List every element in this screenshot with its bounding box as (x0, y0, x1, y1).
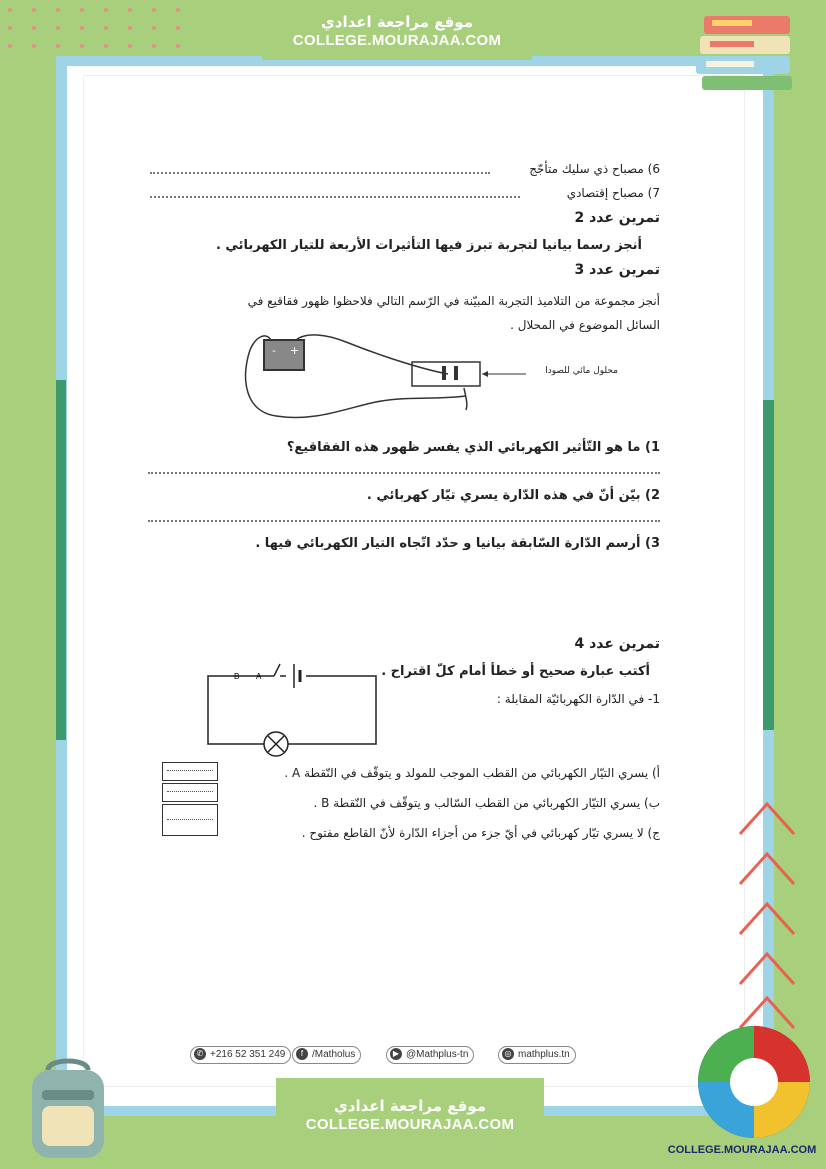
answer-line-6[interactable] (150, 172, 490, 174)
proposal-a: أ) يسري التيّار الكهربائي من القطب الموجب للمولد و يتوقّف في النّقطة A . (284, 766, 660, 780)
exercise-4-sub: 1- في الدّارة الكهربائيّة المقابلة : (496, 692, 660, 706)
globe-icon: ◎ (502, 1048, 514, 1060)
svg-text:+: + (290, 344, 300, 357)
exercise-3-line2: السائل الموضوع في المحلال . (510, 318, 660, 332)
answer-line-q1[interactable] (148, 472, 660, 474)
decor-dots (6, 6, 206, 58)
svg-text:-: - (272, 344, 276, 357)
exercise-2-title: تمرين عدد 2 (574, 210, 660, 226)
exercise-3-line1: أنجز مجموعة من التلاميذ التجربة المبيّنة في الرّسم التالي فلاحظوا ظهور فقاقيع في (247, 294, 660, 308)
answer-boxes (162, 762, 218, 838)
site-name-arabic-bottom: موقع مراجعة اعدادي (334, 1097, 486, 1115)
backpack-illustration (18, 1056, 118, 1162)
exercise-3-question-1: 1) ما هو التّأثير الكهربائي الذي يفسر ظهور هذه الفقاقيع؟ (286, 440, 660, 455)
social-links (190, 1046, 600, 1064)
proposal-b: ب) يسري التيّار الكهربائي من القطب السّالب و يتوقّف في النّقطة B . (313, 796, 660, 810)
item-6: 6) مصباح ذي سليك متأجّج (529, 162, 660, 176)
site-banner-top[interactable] (262, 4, 532, 60)
electrolyte-label: محلول مائي للصودا (545, 366, 618, 376)
exercise-2-text: أنجز رسما بيانيا لتجربة تبرز فيها التأثيرات الأربعة للتيار الكهربائي . (215, 238, 642, 253)
site-name-arabic: موقع مراجعة اعدادي (321, 13, 473, 31)
phone-link[interactable]: ✆ +216 52 351 249 (190, 1046, 291, 1064)
point-b-label: B (234, 672, 240, 681)
brand-corner-text: COLLEGE.MOURAJAA.COM (667, 1144, 817, 1156)
exercise-3-question-3: 3) أرسم الدّارة السّابقة بيانيا و حدّد اتّجاه التيار الكهربائي فيها . (255, 536, 660, 551)
electrolysis-diagram (236, 330, 626, 430)
books-illustration (692, 8, 802, 94)
chevron-decoration (732, 790, 802, 1030)
answer-box-a[interactable] (162, 762, 218, 781)
youtube-icon: ▶ (390, 1048, 402, 1060)
proposal-c: ج) لا يسري تيّار كهربائي في أيّ جزء من أجزاء الدّارة لأنّ القاطع مفتوح . (301, 826, 660, 840)
facebook-icon: f (296, 1048, 308, 1060)
answer-box-b[interactable] (162, 783, 218, 802)
item-7: 7) مصباح إقتصادي (566, 186, 660, 200)
subjects-wheel-logo (694, 1022, 814, 1142)
site-url-bottom: COLLEGE.MOURAJAA.COM (305, 1116, 515, 1133)
answer-line-7[interactable] (150, 196, 520, 198)
exercise-4-text: أكتب عبارة صحيح أو خطأ أمام كلّ اقتراح . (381, 664, 650, 679)
website-link[interactable]: ◎ mathplus.tn (498, 1046, 576, 1064)
worksheet-paper (84, 76, 744, 1086)
site-url: COLLEGE.MOURAJAA.COM (292, 32, 502, 49)
facebook-link[interactable]: f /Matholus (292, 1046, 361, 1064)
open-switch (274, 664, 280, 676)
circuit-diagram (200, 660, 386, 764)
decor-band-left (56, 380, 66, 740)
answer-line-q2[interactable] (148, 520, 660, 522)
point-a-label: A (256, 672, 262, 681)
wire-right (296, 335, 448, 374)
answer-box-c[interactable] (162, 804, 218, 836)
youtube-link[interactable]: ▶ @Mathplus-tn (386, 1046, 474, 1064)
exercise-3-question-2: 2) بيّن أنّ في هذه الدّارة يسري تيّار كهربائي . (366, 488, 660, 503)
site-banner-bottom[interactable] (276, 1078, 544, 1142)
whatsapp-icon: ✆ (194, 1048, 206, 1060)
exercise-4-title: تمرين عدد 4 (574, 636, 660, 652)
exercise-3-title: تمرين عدد 3 (574, 262, 660, 278)
